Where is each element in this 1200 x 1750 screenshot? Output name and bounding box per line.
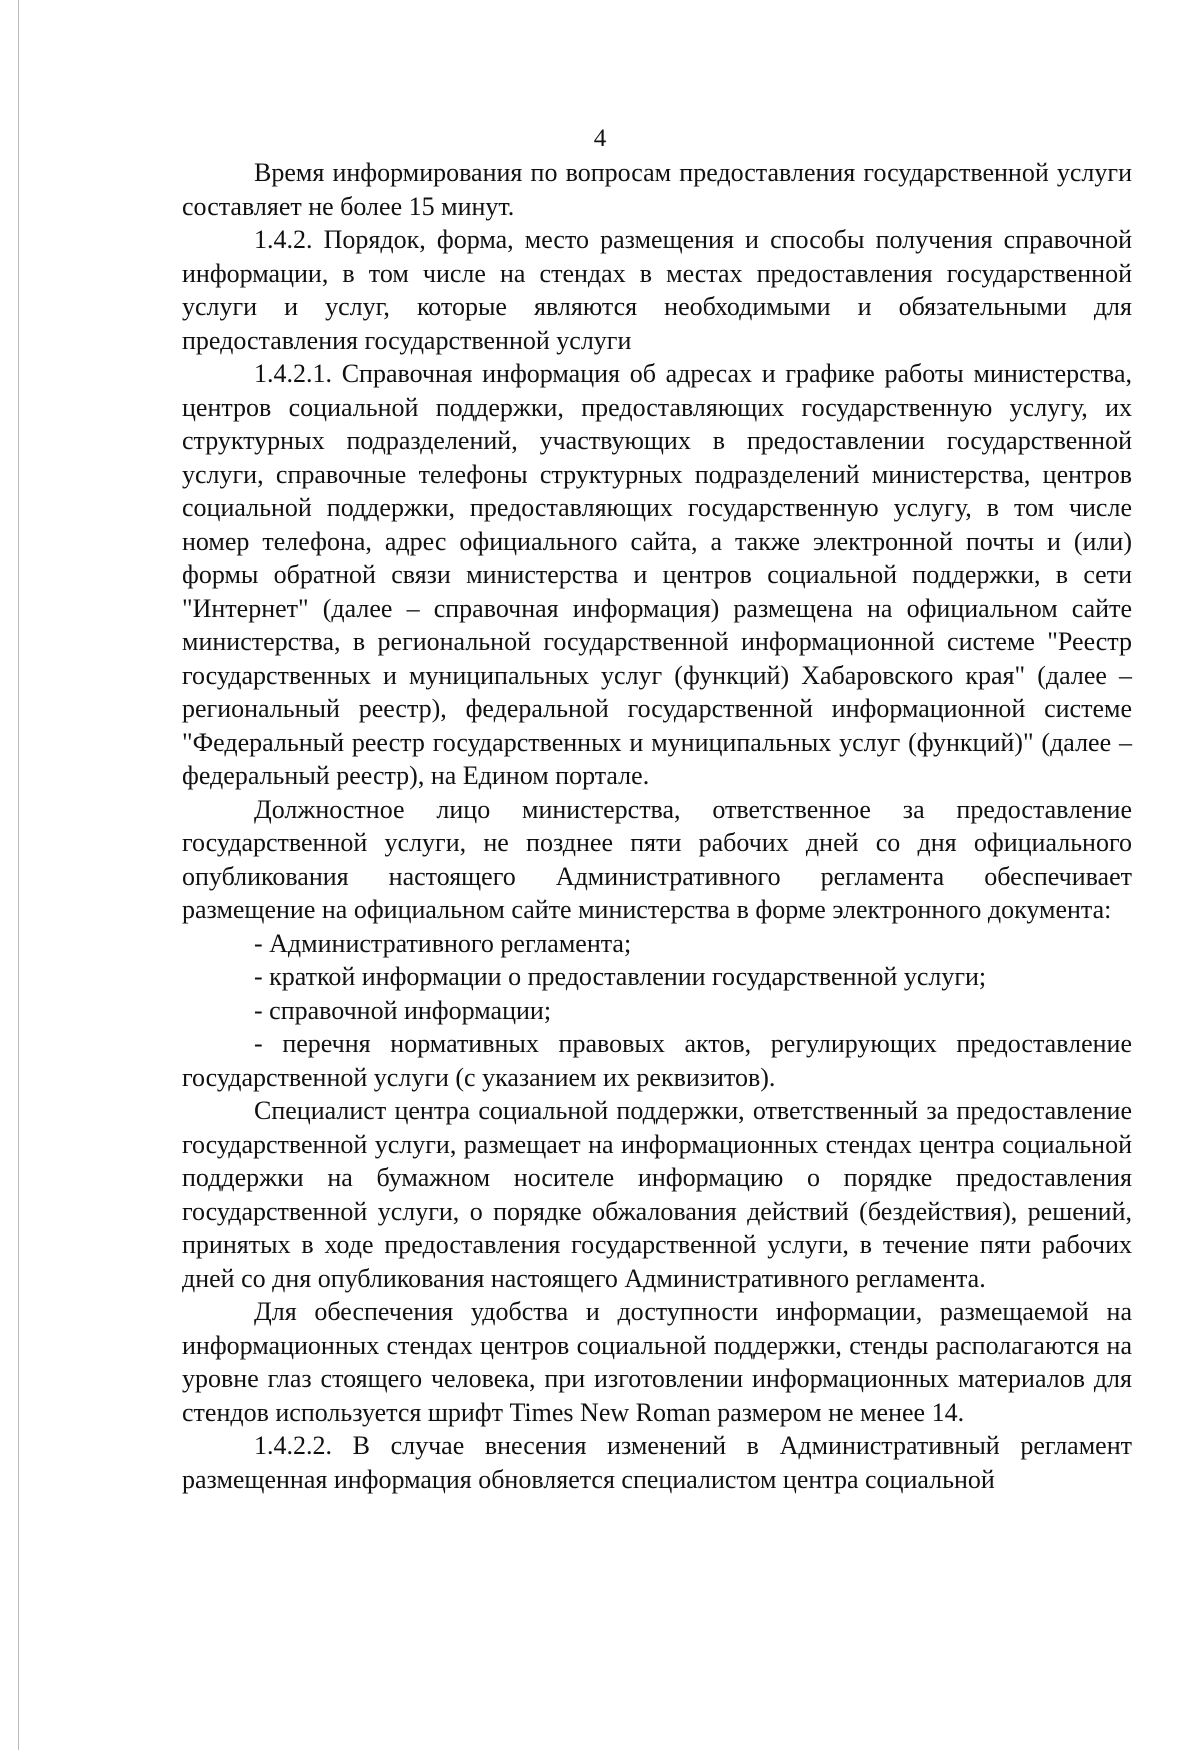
scan-edge-line xyxy=(18,0,19,1750)
page-number: 4 xyxy=(593,125,607,152)
paragraph-1-4-2-1: 1.4.2.1. Справочная информация об адресах и графике работы министерства, центров социальной поддержки, предоставляющих государственную услугу, их структурных подразделений, участвующих в предоставлении государственной услуги, справочные телефоны структурных подразделений министерства, центров социальной поддержки, предоставляющих государственную услугу, в том числе номер телефона, адрес официального сайта, а также электронной почты и (или) формы обратной связи министерства и центров социальной поддержки, в сети "Интернет" (далее – справочная информация) размещена на официальном сайте министерства, в региональной государственной информационной системе "Реестр государственных и муниципальных услуг (функций) Хабаровского края" (далее – региональный реестр), федеральной государственной информационной системе "Федеральный реестр государственных и муниципальных услуг (функций)" (далее – федеральный реестр), на Едином портале. xyxy=(182,359,1132,790)
paragraph-stands: Для обеспечения удобства и доступности информации, размещаемой на информационных стендах центров социальной поддержки, стенды располагаются на уровне глаз стоящего человека, при изготовлении информационных материалов для стендов используется шрифт Times New Roman размером не менее 14. xyxy=(182,1297,1132,1427)
paragraph-time: Время информирования по вопросам предоставления государственной услуги составляет не более 15 минут. xyxy=(182,158,1132,221)
list-item: - Административного регламента; xyxy=(254,928,632,958)
list-item: - справочной информации; xyxy=(254,995,552,1025)
paragraph-official: Должностное лицо министерства, ответственное за предоставление государственной услуги, не позднее пяти рабочих дней со дня официального опубликования настоящего Административного регламента обеспечивает размещение на официальном сайте министерства в форме электронного документа: xyxy=(182,794,1132,924)
paragraph-1-4-2-2: 1.4.2.2. В случае внесения изменений в Административный регламент размещенная информация обновляется специалистом центра социальной xyxy=(182,1431,1132,1494)
paragraph-specialist: Специалист центра социальной поддержки, ответственный за предоставление государственной услуги, размещает на информационных стендах центра социальной поддержки на бумажном носителе информацию о порядке предоставления государственной услуги, о порядке обжалования действий (бездействия), решений, принятых в ходе предоставления государственной услуги, в течение пяти рабочих дней со дня опубликования настоящего Административного регламента. xyxy=(182,1096,1132,1293)
list-item: - краткой информации о предоставлении государственной услуги; xyxy=(254,962,987,991)
paragraph-1-4-2: 1.4.2. Порядок, форма, место размещения и способы получения справочной информации, в том числе на стендах в местах предоставления государственной услуги и услуг, которые являются необходимыми и обязательными для предоставления государственной услуги xyxy=(182,225,1132,355)
list-item: - перечня нормативных правовых актов, регулирующих предоставление государственной услуги (с указанием их реквизитов). xyxy=(182,1029,1132,1092)
document-body xyxy=(182,156,1132,1496)
